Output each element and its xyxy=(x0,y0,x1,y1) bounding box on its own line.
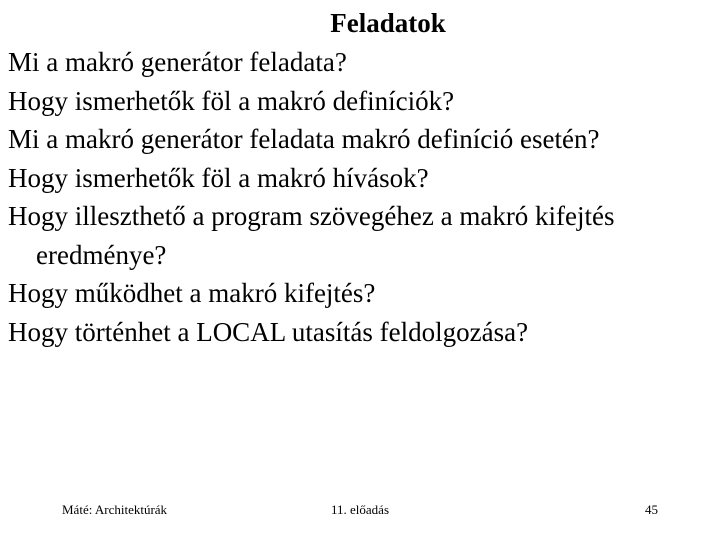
question-item: Hogy történhet a LOCAL utasítás feldolgozása? xyxy=(8,316,529,347)
page-number: 45 xyxy=(645,502,658,517)
footer-lecture: 11. előadás xyxy=(331,502,389,517)
slide-title: Feladatok xyxy=(330,8,446,38)
question-item: Hogy ismerhetők föl a makró hívások? xyxy=(8,162,429,193)
question-item: Hogy működhet a makró kifejtés? xyxy=(8,278,376,308)
question-item: Mi a makró generátor feladata makró definíció esetén? xyxy=(8,124,600,154)
footer-author: Máté: Architektúrák xyxy=(62,502,168,517)
question-item: Hogy ismerhetők föl a makró definíciók? xyxy=(8,85,455,116)
question-item: Hogy illeszthető a program szövegéhez a makró kifejtés eredménye? xyxy=(8,201,615,270)
question-item: Mi a makró generátor feladata? xyxy=(8,47,347,77)
question-list xyxy=(8,43,714,351)
